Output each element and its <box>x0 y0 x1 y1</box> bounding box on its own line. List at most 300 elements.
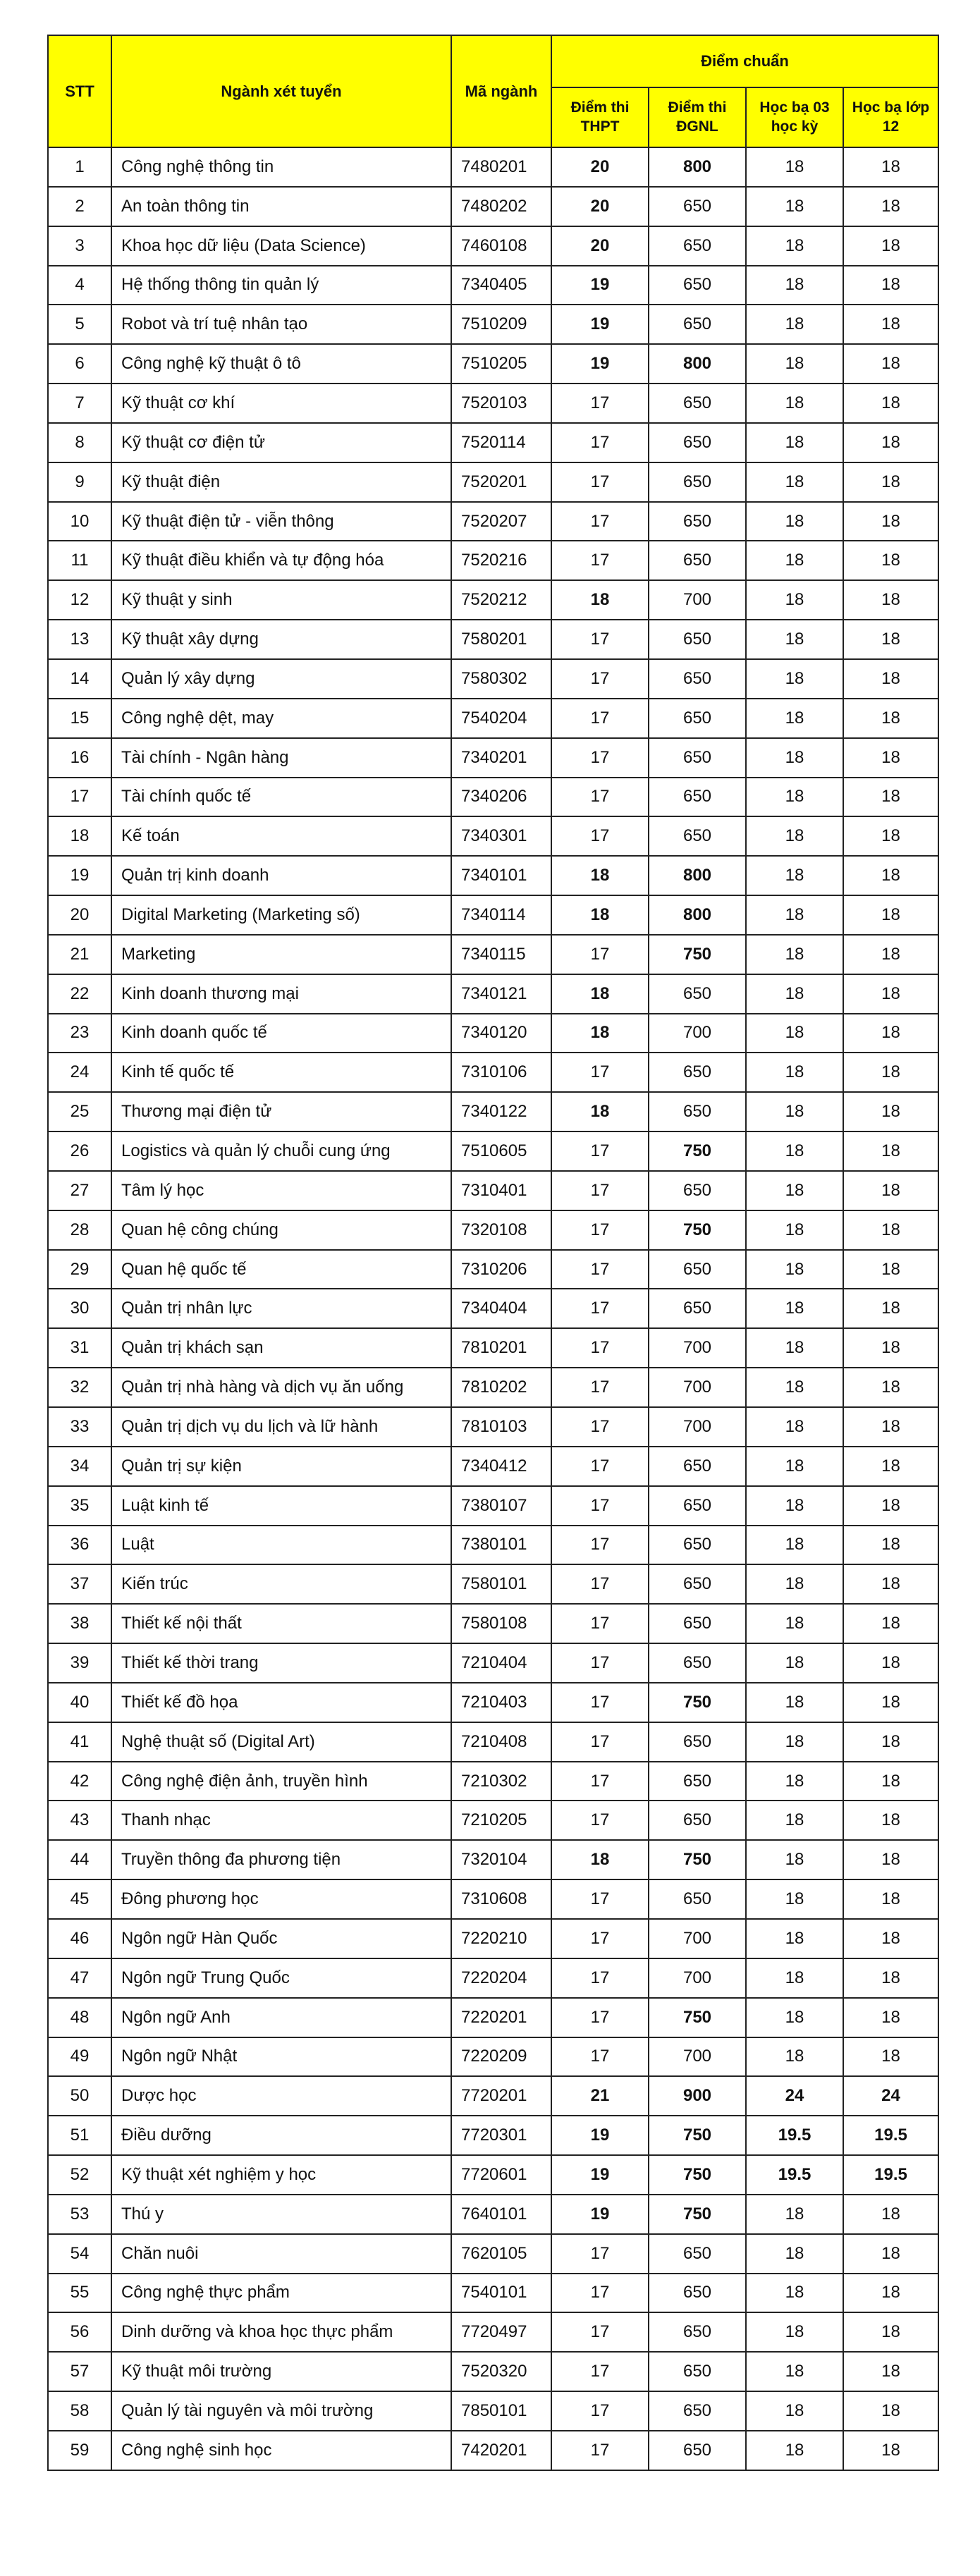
hoc-ba-3-hk-cell: 18 <box>746 2274 843 2313</box>
dgnl-score-cell: 650 <box>649 1171 746 1210</box>
hoc-ba-12-cell: 18 <box>843 1722 938 1762</box>
thpt-score-cell: 17 <box>551 1879 649 1919</box>
dgnl-score-cell: 700 <box>649 1328 746 1368</box>
major-name-cell: Quản trị nhân lực <box>111 1289 451 1328</box>
stt-cell: 23 <box>48 1014 111 1053</box>
table-row <box>48 305 938 344</box>
hoc-ba-12-cell: 18 <box>843 226 938 266</box>
dgnl-score-cell: 650 <box>649 305 746 344</box>
dgnl-score-cell: 650 <box>649 541 746 580</box>
hoc-ba-12-cell: 18 <box>843 541 938 580</box>
major-name-cell: Nghệ thuật số (Digital Art) <box>111 1722 451 1762</box>
table-row <box>48 1171 938 1210</box>
hoc-ba-3-hk-cell: 18 <box>746 1053 843 1092</box>
thpt-score-cell: 17 <box>551 738 649 778</box>
major-name-cell: Kỹ thuật xây dựng <box>111 620 451 659</box>
hoc-ba-3-hk-cell: 18 <box>746 1368 843 1407</box>
hoc-ba-12-cell: 18 <box>843 2431 938 2470</box>
major-name-cell: Ngôn ngữ Trung Quốc <box>111 1958 451 1998</box>
admission-score-table <box>47 35 939 2471</box>
major-code-cell: 7320104 <box>451 1840 551 1879</box>
hoc-ba-3-hk-cell: 18 <box>746 1447 843 1486</box>
table-row <box>48 2195 938 2234</box>
thpt-score-cell: 17 <box>551 2391 649 2431</box>
thpt-score-cell: 18 <box>551 856 649 895</box>
dgnl-score-cell: 650 <box>649 2352 746 2391</box>
table-row <box>48 974 938 1014</box>
hoc-ba-12-cell: 18 <box>843 2037 938 2077</box>
major-code-cell: 7520320 <box>451 2352 551 2391</box>
hoc-ba-12-cell: 18 <box>843 1643 938 1683</box>
thpt-score-cell: 19 <box>551 305 649 344</box>
major-code-cell: 7340405 <box>451 266 551 305</box>
major-name-cell: Dinh dưỡng và khoa học thực phẩm <box>111 2312 451 2352</box>
hoc-ba-12-cell: 18 <box>843 1998 938 2037</box>
major-code-cell: 7580201 <box>451 620 551 659</box>
table-row <box>48 423 938 462</box>
dgnl-score-cell: 750 <box>649 2195 746 2234</box>
hoc-ba-3-hk-cell: 18 <box>746 1526 843 1565</box>
hoc-ba-12-cell: 18 <box>843 266 938 305</box>
hoc-ba-12-cell: 18 <box>843 1407 938 1447</box>
thpt-score-cell: 17 <box>551 1762 649 1801</box>
table-body <box>48 147 938 2470</box>
hoc-ba-12-cell: 18 <box>843 147 938 187</box>
thpt-score-cell: 17 <box>551 1683 649 1722</box>
hoc-ba-3-hk-cell: 18 <box>746 384 843 423</box>
major-name-cell: Quan hệ công chúng <box>111 1210 451 1250</box>
table-row <box>48 226 938 266</box>
major-name-cell: Quản lý tài nguyên và môi trường <box>111 2391 451 2431</box>
thpt-score-cell: 18 <box>551 1840 649 1879</box>
hoc-ba-3-hk-cell: 18 <box>746 620 843 659</box>
hoc-ba-3-hk-cell: 18 <box>746 2195 843 2234</box>
major-code-cell: 7340121 <box>451 974 551 1014</box>
hoc-ba-3-hk-cell: 18 <box>746 502 843 541</box>
dgnl-score-cell: 800 <box>649 147 746 187</box>
major-name-cell: Kỹ thuật y sinh <box>111 580 451 620</box>
dgnl-score-cell: 750 <box>649 935 746 974</box>
major-code-cell: 7810103 <box>451 1407 551 1447</box>
thpt-score-cell: 17 <box>551 1210 649 1250</box>
stt-cell: 32 <box>48 1368 111 1407</box>
major-name-cell: Hệ thống thông tin quản lý <box>111 266 451 305</box>
major-code-cell: 7540204 <box>451 699 551 738</box>
table-row <box>48 699 938 738</box>
hoc-ba-12-cell: 18 <box>843 935 938 974</box>
hoc-ba-12-cell: 18 <box>843 1564 938 1604</box>
dgnl-score-cell: 700 <box>649 1958 746 1998</box>
thpt-score-cell: 17 <box>551 1250 649 1289</box>
table-row <box>48 620 938 659</box>
dgnl-score-cell: 700 <box>649 1407 746 1447</box>
dgnl-score-cell: 650 <box>649 1801 746 1840</box>
stt-cell: 56 <box>48 2312 111 2352</box>
hoc-ba-3-hk-cell: 18 <box>746 738 843 778</box>
major-name-cell: Luật kinh tế <box>111 1486 451 1526</box>
major-name-cell: Robot và trí tuệ nhân tạo <box>111 305 451 344</box>
dgnl-score-cell: 650 <box>649 974 746 1014</box>
major-name-cell: Điều dưỡng <box>111 2116 451 2155</box>
thpt-score-cell: 17 <box>551 1643 649 1683</box>
major-name-cell: Kỹ thuật điều khiển và tự động hóa <box>111 541 451 580</box>
hoc-ba-12-cell: 18 <box>843 699 938 738</box>
stt-cell: 7 <box>48 384 111 423</box>
dgnl-score-cell: 900 <box>649 2076 746 2116</box>
major-code-cell: 7520216 <box>451 541 551 580</box>
major-name-cell: Công nghệ thực phẩm <box>111 2274 451 2313</box>
table-row <box>48 2116 938 2155</box>
major-code-cell: 7720601 <box>451 2155 551 2195</box>
thpt-score-cell: 19 <box>551 266 649 305</box>
hoc-ba-3-hk-cell: 18 <box>746 1014 843 1053</box>
major-name-cell: Dược học <box>111 2076 451 2116</box>
table-row <box>48 502 938 541</box>
stt-cell: 29 <box>48 1250 111 1289</box>
stt-cell: 43 <box>48 1801 111 1840</box>
hoc-ba-3-hk-cell: 18 <box>746 2391 843 2431</box>
hoc-ba-12-cell: 18 <box>843 1210 938 1250</box>
hoc-ba-12-cell: 18 <box>843 1958 938 1998</box>
major-code-cell: 7340404 <box>451 1289 551 1328</box>
table-row <box>48 187 938 226</box>
hoc-ba-3-hk-cell: 18 <box>746 1210 843 1250</box>
hoc-ba-12-cell: 18 <box>843 2352 938 2391</box>
hoc-ba-12-cell: 18 <box>843 1604 938 1643</box>
table-row <box>48 1250 938 1289</box>
major-code-cell: 7210404 <box>451 1643 551 1683</box>
hoc-ba-12-cell: 18 <box>843 2234 938 2274</box>
thpt-score-cell: 20 <box>551 147 649 187</box>
stt-cell: 54 <box>48 2234 111 2274</box>
major-code-cell: 7850101 <box>451 2391 551 2431</box>
hoc-ba-3-hk-cell: 18 <box>746 1762 843 1801</box>
major-code-cell: 7340101 <box>451 856 551 895</box>
major-name-cell: Quản lý xây dựng <box>111 659 451 699</box>
dgnl-score-cell: 650 <box>649 1722 746 1762</box>
major-code-cell: 7220204 <box>451 1958 551 1998</box>
hoc-ba-12-cell: 18 <box>843 1919 938 1958</box>
hoc-ba-3-hk-cell: 18 <box>746 1486 843 1526</box>
hoc-ba-12-cell: 18 <box>843 1801 938 1840</box>
hoc-ba-12-cell: 24 <box>843 2076 938 2116</box>
thpt-score-cell: 17 <box>551 1486 649 1526</box>
major-code-cell: 7320108 <box>451 1210 551 1250</box>
major-code-cell: 7720497 <box>451 2312 551 2352</box>
major-code-cell: 7580108 <box>451 1604 551 1643</box>
stt-cell: 26 <box>48 1131 111 1171</box>
thpt-score-cell: 17 <box>551 1526 649 1565</box>
table-row <box>48 1801 938 1840</box>
dgnl-score-cell: 650 <box>649 502 746 541</box>
stt-cell: 18 <box>48 816 111 856</box>
stt-cell: 12 <box>48 580 111 620</box>
major-name-cell: Công nghệ thông tin <box>111 147 451 187</box>
table-row <box>48 856 938 895</box>
thpt-score-cell: 17 <box>551 1801 649 1840</box>
table-row <box>48 1131 938 1171</box>
hoc-ba-3-hk-cell: 18 <box>746 1564 843 1604</box>
thpt-score-cell: 18 <box>551 895 649 935</box>
hoc-ba-3-hk-cell: 18 <box>746 541 843 580</box>
hoc-ba-3-hk-cell: 18 <box>746 1840 843 1879</box>
stt-cell: 13 <box>48 620 111 659</box>
hoc-ba-12-cell: 18 <box>843 1840 938 1879</box>
dgnl-score-cell: 650 <box>649 1526 746 1565</box>
hoc-ba-3-hk-cell: 18 <box>746 344 843 384</box>
header-diem-chuan: Điểm chuẩn <box>551 35 938 87</box>
stt-cell: 48 <box>48 1998 111 2037</box>
thpt-score-cell: 17 <box>551 2037 649 2077</box>
thpt-score-cell: 17 <box>551 1604 649 1643</box>
dgnl-score-cell: 750 <box>649 1131 746 1171</box>
dgnl-score-cell: 750 <box>649 1210 746 1250</box>
hoc-ba-12-cell: 18 <box>843 659 938 699</box>
dgnl-score-cell: 650 <box>649 266 746 305</box>
thpt-score-cell: 20 <box>551 226 649 266</box>
table-row <box>48 1604 938 1643</box>
major-name-cell: Kỹ thuật xét nghiệm y học <box>111 2155 451 2195</box>
table-row <box>48 541 938 580</box>
table-row <box>48 462 938 502</box>
hoc-ba-12-cell: 18 <box>843 1328 938 1368</box>
hoc-ba-3-hk-cell: 18 <box>746 1722 843 1762</box>
dgnl-score-cell: 650 <box>649 816 746 856</box>
major-name-cell: Luật <box>111 1526 451 1565</box>
stt-cell: 59 <box>48 2431 111 2470</box>
dgnl-score-cell: 700 <box>649 1368 746 1407</box>
stt-cell: 2 <box>48 187 111 226</box>
stt-cell: 1 <box>48 147 111 187</box>
dgnl-score-cell: 650 <box>649 1604 746 1643</box>
table-row <box>48 384 938 423</box>
major-code-cell: 7340120 <box>451 1014 551 1053</box>
dgnl-score-cell: 700 <box>649 1014 746 1053</box>
thpt-score-cell: 17 <box>551 1053 649 1092</box>
major-code-cell: 7540101 <box>451 2274 551 2313</box>
thpt-score-cell: 17 <box>551 1564 649 1604</box>
thpt-score-cell: 17 <box>551 1722 649 1762</box>
dgnl-score-cell: 750 <box>649 1683 746 1722</box>
thpt-score-cell: 17 <box>551 1447 649 1486</box>
hoc-ba-3-hk-cell: 18 <box>746 266 843 305</box>
stt-cell: 45 <box>48 1879 111 1919</box>
hoc-ba-3-hk-cell: 18 <box>746 147 843 187</box>
dgnl-score-cell: 650 <box>649 699 746 738</box>
hoc-ba-3-hk-cell: 24 <box>746 2076 843 2116</box>
dgnl-score-cell: 650 <box>649 1486 746 1526</box>
stt-cell: 4 <box>48 266 111 305</box>
dgnl-score-cell: 650 <box>649 1643 746 1683</box>
stt-cell: 55 <box>48 2274 111 2313</box>
thpt-score-cell: 17 <box>551 502 649 541</box>
header-diem-thi-dgnl: Điểm thi ĐGNL <box>649 87 746 147</box>
major-name-cell: Kinh tế quốc tế <box>111 1053 451 1092</box>
hoc-ba-12-cell: 18 <box>843 778 938 817</box>
major-code-cell: 7520114 <box>451 423 551 462</box>
hoc-ba-3-hk-cell: 18 <box>746 935 843 974</box>
hoc-ba-12-cell: 18 <box>843 1014 938 1053</box>
dgnl-score-cell: 750 <box>649 2155 746 2195</box>
major-name-cell: Thương mại điện tử <box>111 1092 451 1131</box>
major-name-cell: Ngôn ngữ Nhật <box>111 2037 451 2077</box>
header-nganh-xet-tuyen: Ngành xét tuyển <box>111 35 451 147</box>
stt-cell: 9 <box>48 462 111 502</box>
major-code-cell: 7340122 <box>451 1092 551 1131</box>
hoc-ba-3-hk-cell: 18 <box>746 1171 843 1210</box>
thpt-score-cell: 21 <box>551 2076 649 2116</box>
hoc-ba-3-hk-cell: 18 <box>746 1092 843 1131</box>
stt-cell: 57 <box>48 2352 111 2391</box>
major-name-cell: Tài chính - Ngân hàng <box>111 738 451 778</box>
major-code-cell: 7340412 <box>451 1447 551 1486</box>
dgnl-score-cell: 650 <box>649 1879 746 1919</box>
major-name-cell: Chăn nuôi <box>111 2234 451 2274</box>
thpt-score-cell: 17 <box>551 541 649 580</box>
major-code-cell: 7210408 <box>451 1722 551 1762</box>
hoc-ba-3-hk-cell: 18 <box>746 1250 843 1289</box>
major-code-cell: 7380101 <box>451 1526 551 1565</box>
hoc-ba-3-hk-cell: 18 <box>746 659 843 699</box>
dgnl-score-cell: 800 <box>649 344 746 384</box>
stt-cell: 49 <box>48 2037 111 2077</box>
major-name-cell: Logistics và quản lý chuỗi cung ứng <box>111 1131 451 1171</box>
hoc-ba-3-hk-cell: 18 <box>746 699 843 738</box>
thpt-score-cell: 18 <box>551 974 649 1014</box>
major-name-cell: Công nghệ điện ảnh, truyền hình <box>111 1762 451 1801</box>
thpt-score-cell: 17 <box>551 1171 649 1210</box>
hoc-ba-3-hk-cell: 18 <box>746 462 843 502</box>
table-row <box>48 1014 938 1053</box>
hoc-ba-12-cell: 18 <box>843 344 938 384</box>
dgnl-score-cell: 650 <box>649 1250 746 1289</box>
major-code-cell: 7210205 <box>451 1801 551 1840</box>
stt-cell: 38 <box>48 1604 111 1643</box>
thpt-score-cell: 17 <box>551 2312 649 2352</box>
thpt-score-cell: 17 <box>551 620 649 659</box>
major-name-cell: Quản trị sự kiện <box>111 1447 451 1486</box>
major-name-cell: Công nghệ dệt, may <box>111 699 451 738</box>
major-name-cell: Quản trị nhà hàng và dịch vụ ăn uống <box>111 1368 451 1407</box>
hoc-ba-12-cell: 18 <box>843 816 938 856</box>
major-name-cell: Truyền thông đa phương tiện <box>111 1840 451 1879</box>
dgnl-score-cell: 650 <box>649 2391 746 2431</box>
thpt-score-cell: 17 <box>551 1328 649 1368</box>
thpt-score-cell: 17 <box>551 1289 649 1328</box>
major-code-cell: 7640101 <box>451 2195 551 2234</box>
major-code-cell: 7340301 <box>451 816 551 856</box>
major-code-cell: 7810201 <box>451 1328 551 1368</box>
major-code-cell: 7340201 <box>451 738 551 778</box>
hoc-ba-12-cell: 18 <box>843 462 938 502</box>
dgnl-score-cell: 800 <box>649 895 746 935</box>
major-code-cell: 7520103 <box>451 384 551 423</box>
stt-cell: 19 <box>48 856 111 895</box>
stt-cell: 17 <box>48 778 111 817</box>
stt-cell: 44 <box>48 1840 111 1879</box>
stt-cell: 10 <box>48 502 111 541</box>
major-code-cell: 7510209 <box>451 305 551 344</box>
hoc-ba-12-cell: 19.5 <box>843 2116 938 2155</box>
hoc-ba-12-cell: 18 <box>843 738 938 778</box>
stt-cell: 22 <box>48 974 111 1014</box>
hoc-ba-3-hk-cell: 18 <box>746 1998 843 2037</box>
thpt-score-cell: 17 <box>551 1368 649 1407</box>
major-code-cell: 7510605 <box>451 1131 551 1171</box>
dgnl-score-cell: 650 <box>649 1564 746 1604</box>
major-name-cell: Quản trị kinh doanh <box>111 856 451 895</box>
table-row <box>48 2274 938 2313</box>
hoc-ba-12-cell: 18 <box>843 1486 938 1526</box>
hoc-ba-12-cell: 18 <box>843 580 938 620</box>
hoc-ba-12-cell: 18 <box>843 423 938 462</box>
dgnl-score-cell: 650 <box>649 1762 746 1801</box>
stt-cell: 40 <box>48 1683 111 1722</box>
major-code-cell: 7620105 <box>451 2234 551 2274</box>
major-code-cell: 7340114 <box>451 895 551 935</box>
table-row <box>48 2037 938 2077</box>
hoc-ba-12-cell: 18 <box>843 895 938 935</box>
dgnl-score-cell: 650 <box>649 659 746 699</box>
major-name-cell: Kỹ thuật điện <box>111 462 451 502</box>
hoc-ba-12-cell: 18 <box>843 2195 938 2234</box>
hoc-ba-3-hk-cell: 18 <box>746 305 843 344</box>
thpt-score-cell: 18 <box>551 580 649 620</box>
major-name-cell: Kỹ thuật môi trường <box>111 2352 451 2391</box>
thpt-score-cell: 17 <box>551 699 649 738</box>
hoc-ba-3-hk-cell: 18 <box>746 580 843 620</box>
hoc-ba-3-hk-cell: 18 <box>746 1879 843 1919</box>
thpt-score-cell: 17 <box>551 935 649 974</box>
thpt-score-cell: 17 <box>551 1958 649 1998</box>
stt-cell: 5 <box>48 305 111 344</box>
major-code-cell: 7220201 <box>451 1998 551 2037</box>
major-code-cell: 7520201 <box>451 462 551 502</box>
major-name-cell: Tài chính quốc tế <box>111 778 451 817</box>
hoc-ba-3-hk-cell: 18 <box>746 778 843 817</box>
stt-cell: 20 <box>48 895 111 935</box>
hoc-ba-12-cell: 18 <box>843 620 938 659</box>
hoc-ba-12-cell: 18 <box>843 384 938 423</box>
major-name-cell: Thiết kế thời trang <box>111 1643 451 1683</box>
hoc-ba-12-cell: 18 <box>843 1526 938 1565</box>
table-row <box>48 1683 938 1722</box>
major-code-cell: 7220209 <box>451 2037 551 2077</box>
thpt-score-cell: 17 <box>551 1407 649 1447</box>
thpt-score-cell: 17 <box>551 816 649 856</box>
major-code-cell: 7340206 <box>451 778 551 817</box>
major-name-cell: Quản trị khách sạn <box>111 1328 451 1368</box>
table-row <box>48 738 938 778</box>
hoc-ba-12-cell: 18 <box>843 974 938 1014</box>
dgnl-score-cell: 650 <box>649 1092 746 1131</box>
header-hoc-ba-03-hoc-ky: Học bạ 03 học kỳ <box>746 87 843 147</box>
table-row <box>48 1643 938 1683</box>
major-code-cell: 7210302 <box>451 1762 551 1801</box>
major-name-cell: Quản trị dịch vụ du lịch và lữ hành <box>111 1407 451 1447</box>
hoc-ba-3-hk-cell: 18 <box>746 2431 843 2470</box>
hoc-ba-3-hk-cell: 18 <box>746 226 843 266</box>
stt-cell: 8 <box>48 423 111 462</box>
major-code-cell: 7340115 <box>451 935 551 974</box>
dgnl-score-cell: 650 <box>649 2312 746 2352</box>
major-name-cell: Kinh doanh thương mại <box>111 974 451 1014</box>
table-row <box>48 1722 938 1762</box>
table-row <box>48 659 938 699</box>
hoc-ba-3-hk-cell: 19.5 <box>746 2116 843 2155</box>
major-code-cell: 7420201 <box>451 2431 551 2470</box>
hoc-ba-12-cell: 18 <box>843 2312 938 2352</box>
